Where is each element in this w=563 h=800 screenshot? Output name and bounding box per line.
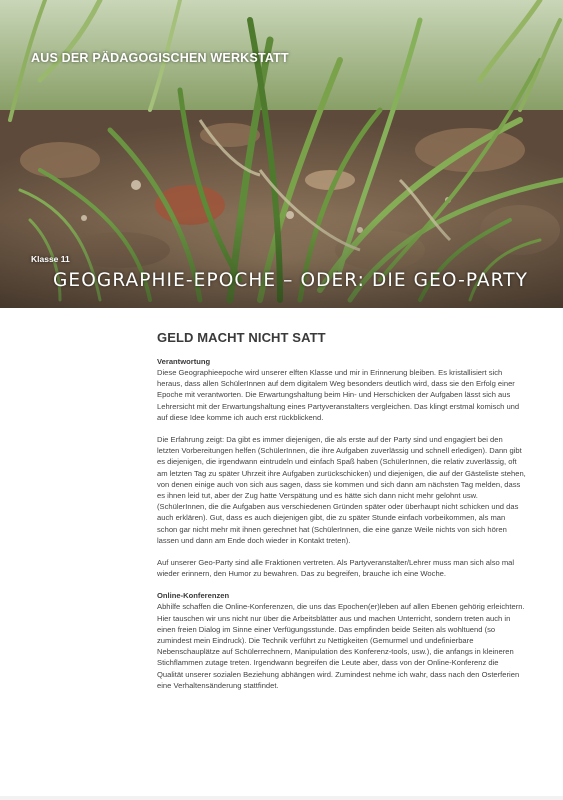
paragraph: Auf unserer Geo-Party sind alle Fraktionen vertreten. Als Partyveranstalter/Lehrer muss man sich also mal wieder erinnern, den Humor zu bewahren. Das zu begreifen, brauche ich eine Woche.	[157, 558, 515, 579]
class-label: Klasse 11	[31, 254, 70, 264]
paragraph: Abhilfe schaffen die Online-Konferenzen, die uns das Epochen(er)leben auf allen Ebenen gehörig erleichtern. Hier tauschen wir uns nicht nur über die Arbeitsblätter aus und machen Unterricht, sondern treten auch in einen freien Dialog im Sinne einer Verfügungsstunde. Das empfinden beide Seiten als wohltuend (so zumindest mein Eindruck). Die Technik verführt zu Nettigkeiten (Gemurmel und undefinierbare Nebenschauplätze auf Schülerrechnern, Manipulation des Konferenz-tools, usw.), die anfangs in kleineren Stichflammen zutage treten. Irgendwann begreifen die Leute aber, dass von der Online-Konferenz die Qualität unserer sozialen Beziehung abhängen wird. Zumindest nehme ich wahr, dass nach den Osterferien eine Verhaltensänderung stattfindet.	[157, 602, 525, 690]
hero-photo-wheat-field	[0, 0, 563, 308]
section-subheading-verantwortung: Verantwortung	[157, 357, 211, 366]
article-heading: GELD MACHT NICHT SATT	[157, 330, 326, 345]
article	[157, 330, 526, 702]
hero-photo	[0, 0, 563, 308]
paragraph: Die Erfahrung zeigt: Da gibt es immer diejenigen, die als erste auf der Party sind und engagiert bei den letzten Vorbereitungen helfen (SchülerInnen, die ihre Aufgaben zuverlässig und schnell erledigen). Dann gibt es diejenigen, die irgendwann eintrudeln und einfach Spaß haben (SchülerInnen, die relativ zuverlässig, oft am letzten Tag zu später Uhrzeit ihre Aufgaben zurückschicken) und diejenigen, die auf der Gästeliste stehen, von denen einige auch von sich aus sagen, dass sie kommen und sich dann am nächsten Tag melden, dass es ihnen leid tut, aber der Zug hatte Verspätung und es hätte sich dann nicht mehr gelohnt usw. (SchülerInnen, die die Aufgaben aus verschiedenen Gründen später oder überhaupt nicht schicken und das auch erklären). Gut, dass es auch diejenigen gibt, die zu später Stunde einfach vorbeikommen, als man schon gar nicht mehr mit ihnen gerechnet hat (SchülerInnen, die eine ganze Weile nichts von sich hören lassen und dann am Ende doch wieder in Kontakt treten).	[157, 435, 526, 545]
page-footer-band	[0, 796, 563, 800]
section-label: AUS DER PÄDAGOGISCHEN WERKSTATT	[31, 51, 289, 65]
paragraph: Diese Geographieepoche wird unserer elften Klasse und mir in Erinnerung bleiben. Es kristallisiert sich heraus, dass allen SchülerInnen auf dem digitalem Weg besonders deutlich wird, dass sie den Erfolg einer Epoche mit verantworten. Die Erwartungshaltung beim Hin- und Herschicken der Aufgaben lässt sich aus Lehrersicht mit der Erwartungshaltung eines Partyveranstalters vergleichen. Das klingt erstmal komisch und auf diese Idee komme ich auch erst rückblickend.	[157, 368, 520, 422]
section-subheading-online-konferenzen: Online-Konferenzen	[157, 591, 230, 601]
page-title: GEOGRAPHIE-EPOCHE – ODER: DIE GEO-PARTY	[53, 270, 529, 291]
